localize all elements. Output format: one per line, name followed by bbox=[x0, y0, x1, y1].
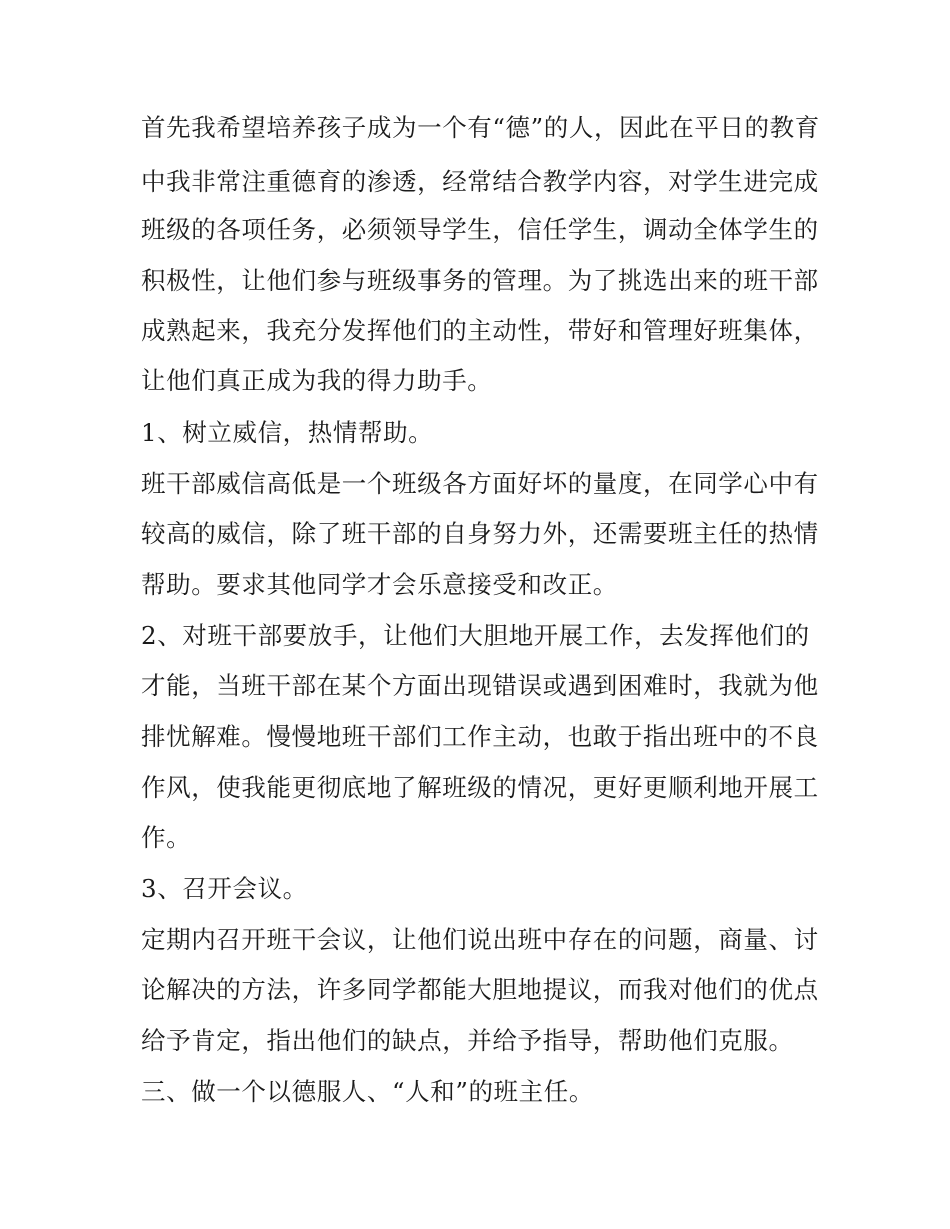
paragraph-item-2-line-5: 作。 bbox=[141, 823, 192, 852]
paragraph-intro-line-3: 班级的各项任务，必须领导学生，信任学生，调动全体学生的 bbox=[141, 215, 819, 244]
paragraph-item-1-line-1: 班干部威信高低是一个班级各方面好坏的量度，在同学心中有 bbox=[141, 469, 819, 498]
paragraph-item-3-line-2: 论解决的方法，许多同学都能大胆地提议，而我对他们的优点 bbox=[141, 975, 819, 1004]
paragraph-item-2-line-2: 才能，当班干部在某个方面出现错误或遇到困难时，我就为他 bbox=[141, 671, 819, 700]
paragraph-item-3-line-1: 定期内召开班干会议，让他们说出班中存在的问题，商量、讨 bbox=[141, 925, 819, 954]
paragraph-item-1-line-3: 帮助。要求其他同学才会乐意接受和改正。 bbox=[141, 570, 618, 599]
paragraph-intro-line-2: 中我非常注重德育的渗透，经常结合教学内容，对学生进完成 bbox=[141, 167, 819, 196]
paragraph-intro-line-5: 成熟起来，我充分发挥他们的主动性，带好和管理好班集体， bbox=[141, 316, 819, 345]
paragraph-item-2-line-3: 排忧解难。慢慢地班干部们工作主动，也敢于指出班中的不良 bbox=[141, 722, 819, 751]
paragraph-item-1-line-2: 较高的威信，除了班干部的自身努力外，还需要班主任的热情 bbox=[141, 519, 819, 548]
paragraph-item-2-line-1: 2、对班干部要放手，让他们大胆地开展工作，去发挥他们的 bbox=[141, 621, 810, 650]
paragraph-intro-line-1: 首先我希望培养孩子成为一个有“德”的人，因此在平日的教育 bbox=[141, 113, 820, 142]
paragraph-intro-line-4: 积极性，让他们参与班级事务的管理。为了挑选出来的班干部 bbox=[141, 266, 819, 295]
heading-item-1: 1、树立威信，热情帮助。 bbox=[141, 418, 434, 447]
paragraph-intro-line-6: 让他们真正成为我的得力助手。 bbox=[141, 366, 493, 395]
paragraph-item-3-line-3: 给予肯定，指出他们的缺点，并给予指导，帮助他们克服。 bbox=[141, 1026, 794, 1055]
heading-item-3: 3、召开会议。 bbox=[141, 874, 308, 903]
paragraph-item-2-line-4: 作风，使我能更彻底地了解班级的情况，更好更顺利地开展工 bbox=[141, 773, 819, 802]
heading-section-3: 三、做一个以德服人、“人和”的班主任。 bbox=[141, 1077, 594, 1106]
